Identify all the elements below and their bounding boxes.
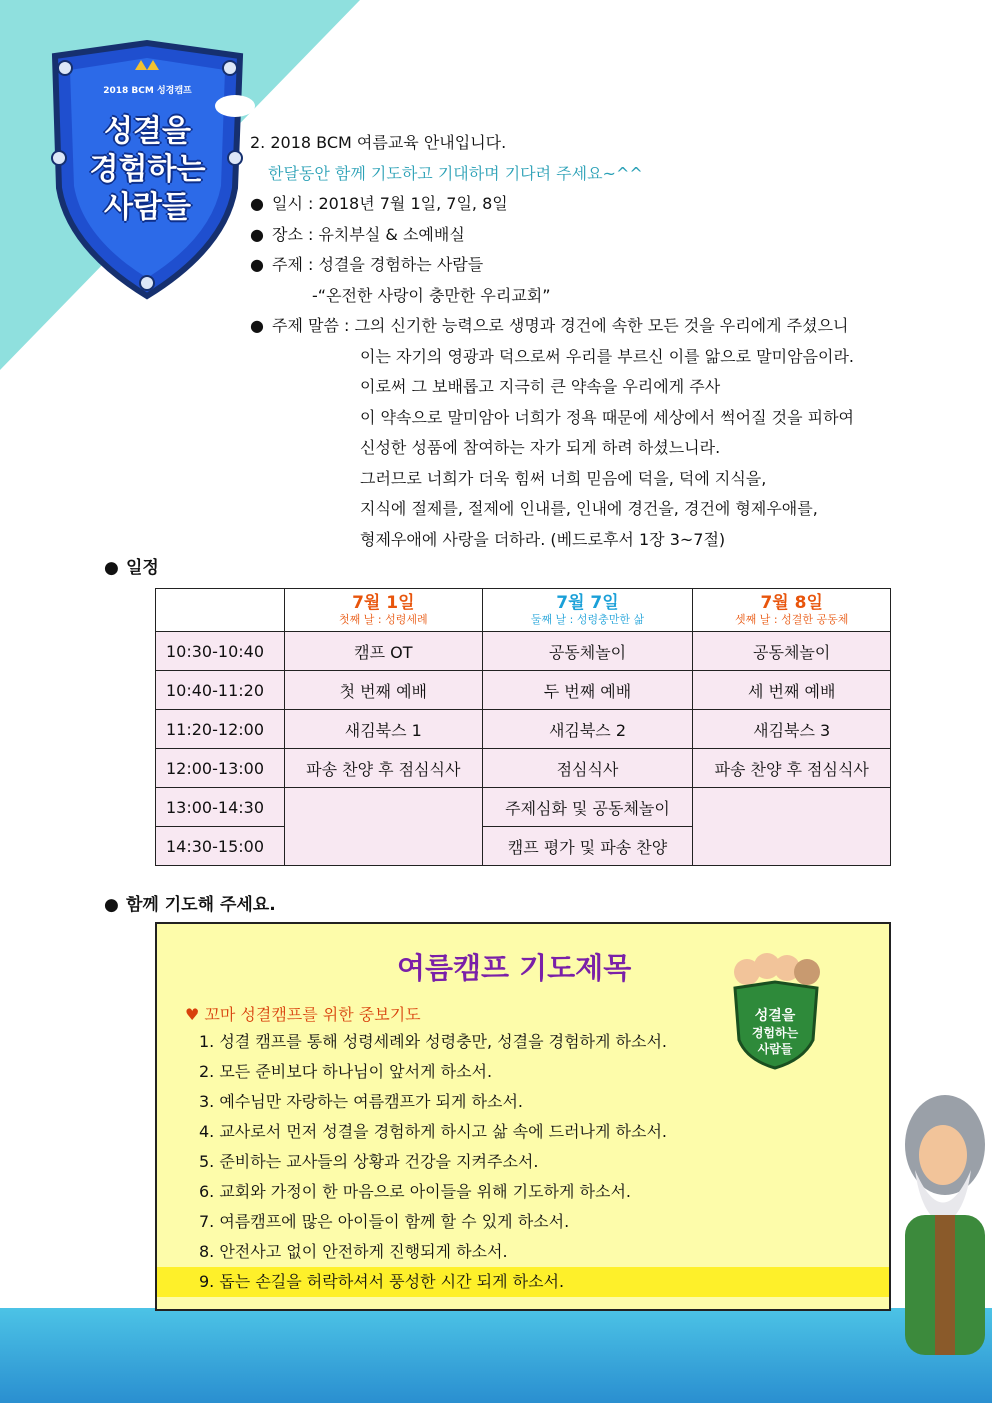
schedule-cell-empty [693, 788, 891, 866]
time-cell: 10:30-10:40 [156, 632, 285, 671]
svg-text:성결을: 성결을 [754, 1008, 796, 1024]
day-2-subtitle: 둘째 날 : 성령충만한 삶 [530, 613, 645, 626]
time-cell: 11:20-12:00 [156, 710, 285, 749]
prayer-heading [104, 890, 276, 915]
bullet-icon: ● [250, 316, 264, 335]
prophet-character-illustration [885, 1085, 992, 1360]
schedule-cell: 공동체놀이 [693, 632, 891, 671]
day-1-subtitle: 첫째 날 : 성령세례 [339, 613, 428, 626]
prayer-subtitle: ♥ 꼬마 성결캠프를 위한 중보기도 [185, 1005, 421, 1024]
verse-label: 주제 말씀 : 그의 신기한 능력으로 생명과 경건에 속한 모든 것을 우리에게 주셨으니 [272, 316, 849, 335]
schedule-cell: 새김북스 2 [482, 710, 693, 749]
bullet-icon: ● [250, 255, 264, 274]
prayer-item: 6. 교회와 가정이 한 마음으로 아이들을 위해 기도하게 하소서. [199, 1182, 631, 1201]
prayer-item: 8. 안전사고 없이 안전하게 진행되게 하소서. [199, 1242, 508, 1261]
schedule-cell: 캠프 OT [285, 632, 483, 671]
day-3-header [693, 589, 891, 632]
schedule-cell: 점심식사 [482, 749, 693, 788]
verse-line: 신성한 성품에 참여하는 자가 되게 하려 하셨느니라. [360, 438, 721, 457]
svg-text:사람들: 사람들 [757, 1042, 793, 1056]
table-row [156, 671, 891, 710]
prayer-item: 4. 교사로서 먼저 성결을 경험하게 하시고 삶 속에 드러나게 하소서. [199, 1122, 667, 1141]
schedule-cell: 두 번째 예배 [482, 671, 693, 710]
table-corner [156, 589, 285, 632]
prayer-item: 1. 성결 캠프를 통해 성령세례와 성령충만, 성결을 경험하게 하소서. [199, 1032, 667, 1051]
schedule-cell: 새김북스 3 [693, 710, 891, 749]
bullet-icon: ● [104, 895, 119, 915]
svg-text:경험하는: 경험하는 [751, 1026, 799, 1040]
logo-line-3: 사람들 [104, 190, 191, 225]
bottom-wave-decoration [0, 1308, 992, 1403]
verse-line: 이 약속으로 말미암아 너희가 정욕 때문에 세상에서 썩어질 것을 피하여 [360, 407, 854, 427]
logo-small-text: 2018 BCM 성경캠프 [103, 86, 192, 96]
schedule-cell-empty [285, 788, 483, 866]
verse-line: 그러므로 너희가 더욱 힘써 너희 믿음에 덕을, 덕에 지식을, [360, 468, 767, 488]
prayer-item: 7. 여름캠프에 많은 아이들이 함께 할 수 있게 하소서. [199, 1212, 570, 1231]
schedule-cell: 첫 번째 예배 [285, 671, 483, 710]
prayer-item: 5. 준비하는 교사들의 상황과 건강을 지켜주소서. [199, 1152, 539, 1171]
intro-section [250, 128, 950, 555]
schedule-cell: 주제심화 및 공동체놀이 [482, 788, 693, 827]
place-text: 장소 : 유치부실 & 소예배실 [272, 224, 465, 244]
theme-subtitle: -“온전한 사랑이 충만한 우리교회” [312, 285, 551, 305]
prayer-section-title: 함께 기도해 주세요. [126, 895, 276, 915]
place-item [250, 220, 950, 251]
bullet-icon: ● [250, 224, 264, 244]
theme-text: 주제 : 성결을 경험하는 사람들 [272, 255, 484, 274]
schedule-cell: 캠프 평가 및 파송 찬양 [482, 827, 693, 866]
table-header-row [156, 589, 891, 632]
prayer-item: 2. 모든 준비보다 하나님이 앞서게 하소서. [199, 1062, 493, 1081]
logo-line-2: 경험하는 [89, 152, 206, 187]
bullet-icon: ● [250, 194, 264, 213]
logo-line-1: 성결을 [104, 114, 191, 149]
day-3-subtitle: 셋째 날 : 성결한 공동체 [735, 613, 849, 626]
verse-line: 지식에 절제를, 절제에 인내를, 인내에 경건을, 경건에 형제우애를, [360, 499, 818, 518]
time-cell: 13:00-14:30 [156, 788, 285, 827]
day-2-header [482, 589, 693, 632]
table-row [156, 788, 891, 827]
verse-line: 이로써 그 보배롭고 지극히 큰 약속을 우리에게 주사 [360, 377, 721, 396]
day-1-header [285, 589, 483, 632]
time-cell: 12:00-13:00 [156, 749, 285, 788]
schedule-cell: 세 번째 예배 [693, 671, 891, 710]
schedule-cell: 파송 찬양 후 점심식사 [693, 749, 891, 788]
bullet-icon: ● [104, 558, 119, 578]
day-3-date: 7월 8일 [760, 593, 823, 613]
table-row [156, 632, 891, 671]
day-1-date: 7월 1일 [352, 593, 415, 613]
prayer-item: 3. 예수님만 자랑하는 여름캠프가 되게 하소서. [199, 1092, 523, 1111]
mini-camp-logo [725, 950, 825, 1070]
schedule-cell: 새김북스 1 [285, 710, 483, 749]
theme-item [250, 250, 950, 281]
time-cell: 10:40-11:20 [156, 671, 285, 710]
camp-logo [35, 38, 260, 303]
intro-heading: 2. 2018 BCM 여름교육 안내입니다. [250, 133, 507, 152]
schedule-cell: 공동체놀이 [482, 632, 693, 671]
schedule-title: 일정 [126, 558, 159, 578]
time-cell: 14:30-15:00 [156, 827, 285, 866]
verse-line: 형제우애에 사랑을 더하라. (베드로후서 1장 3~7절) [360, 529, 726, 549]
day-2-date: 7월 7일 [556, 593, 619, 613]
prayer-item-highlighted: 9. 돕는 손길을 허락하셔서 풍성한 시간 되게 하소서. [157, 1267, 889, 1297]
verse-line: 이는 자기의 영광과 덕으로써 우리를 부르신 이를 앎으로 말미암음이라. [360, 346, 854, 366]
table-row [156, 749, 891, 788]
intro-subheading: 한달동안 함께 기도하고 기대하며 기다려 주세요~^^ [268, 163, 643, 183]
verse-item [250, 311, 950, 342]
prayer-title: 여름캠프 기도제목 [397, 951, 632, 985]
date-item [250, 189, 950, 220]
schedule-heading [104, 553, 159, 578]
schedule-table [155, 588, 891, 866]
table-row [156, 710, 891, 749]
date-text: 일시 : 2018년 7월 1일, 7일, 8일 [272, 194, 508, 213]
schedule-cell: 파송 찬양 후 점심식사 [285, 749, 483, 788]
